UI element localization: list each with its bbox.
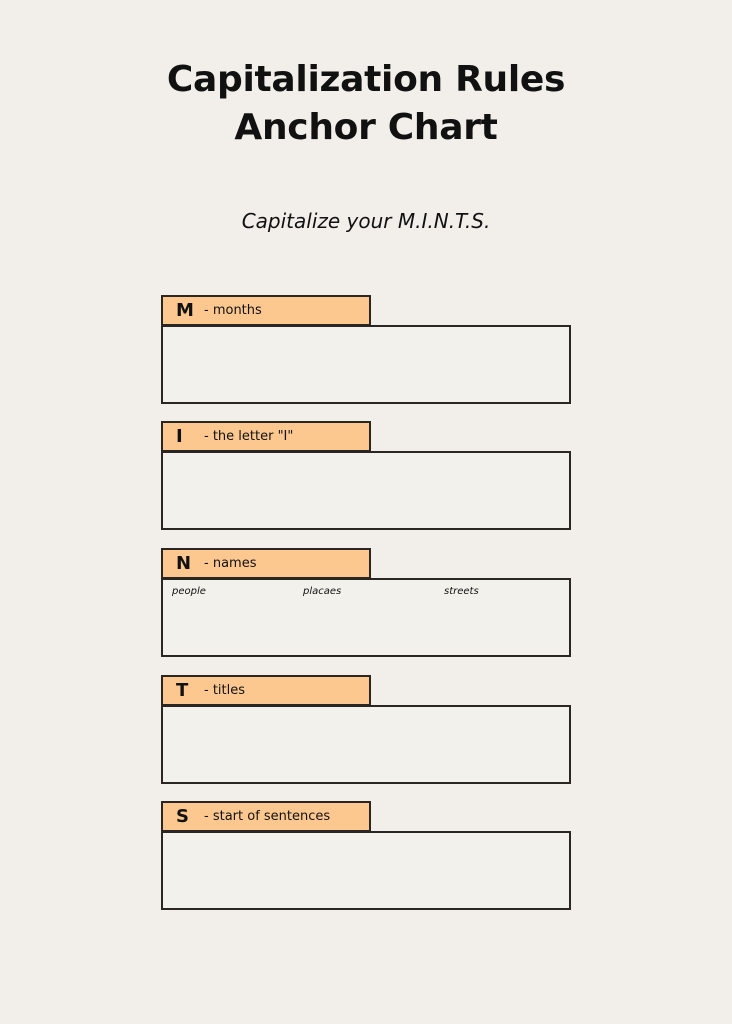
section-letter: M bbox=[176, 300, 194, 321]
chart-title-line-1: Capitalization Rules bbox=[166, 59, 566, 100]
writing-box[interactable] bbox=[161, 705, 571, 784]
section-months bbox=[161, 295, 571, 405]
section-letter: T bbox=[176, 680, 189, 701]
section-label: - the letter "I" bbox=[204, 429, 294, 444]
section-letter: N bbox=[176, 553, 192, 574]
chart-title bbox=[0, 56, 732, 152]
names-note-places: placaes bbox=[303, 586, 342, 597]
writing-box[interactable] bbox=[161, 451, 571, 530]
section-start-of-sentences bbox=[161, 801, 571, 911]
chart-subtitle: Capitalize your M.I.N.T.S. bbox=[241, 209, 491, 233]
section-label: - titles bbox=[204, 683, 246, 698]
writing-box[interactable] bbox=[161, 325, 571, 404]
chart-title-line-2: Anchor Chart bbox=[234, 107, 498, 148]
section-tab bbox=[161, 295, 371, 326]
section-tab bbox=[161, 548, 371, 579]
section-tab bbox=[161, 421, 371, 452]
section-label: - months bbox=[204, 303, 262, 318]
section-letter: S bbox=[176, 806, 189, 827]
section-tab bbox=[161, 801, 371, 832]
section-titles bbox=[161, 675, 571, 785]
section-names bbox=[161, 548, 571, 658]
section-letter-i bbox=[161, 421, 571, 531]
section-label: - start of sentences bbox=[204, 809, 331, 824]
section-letter: I bbox=[176, 426, 183, 447]
section-tab bbox=[161, 675, 371, 706]
writing-box[interactable] bbox=[161, 831, 571, 910]
names-note-streets: streets bbox=[444, 586, 479, 597]
writing-box[interactable] bbox=[161, 578, 571, 657]
names-note-people: people bbox=[172, 586, 206, 597]
section-label: - names bbox=[204, 556, 257, 571]
